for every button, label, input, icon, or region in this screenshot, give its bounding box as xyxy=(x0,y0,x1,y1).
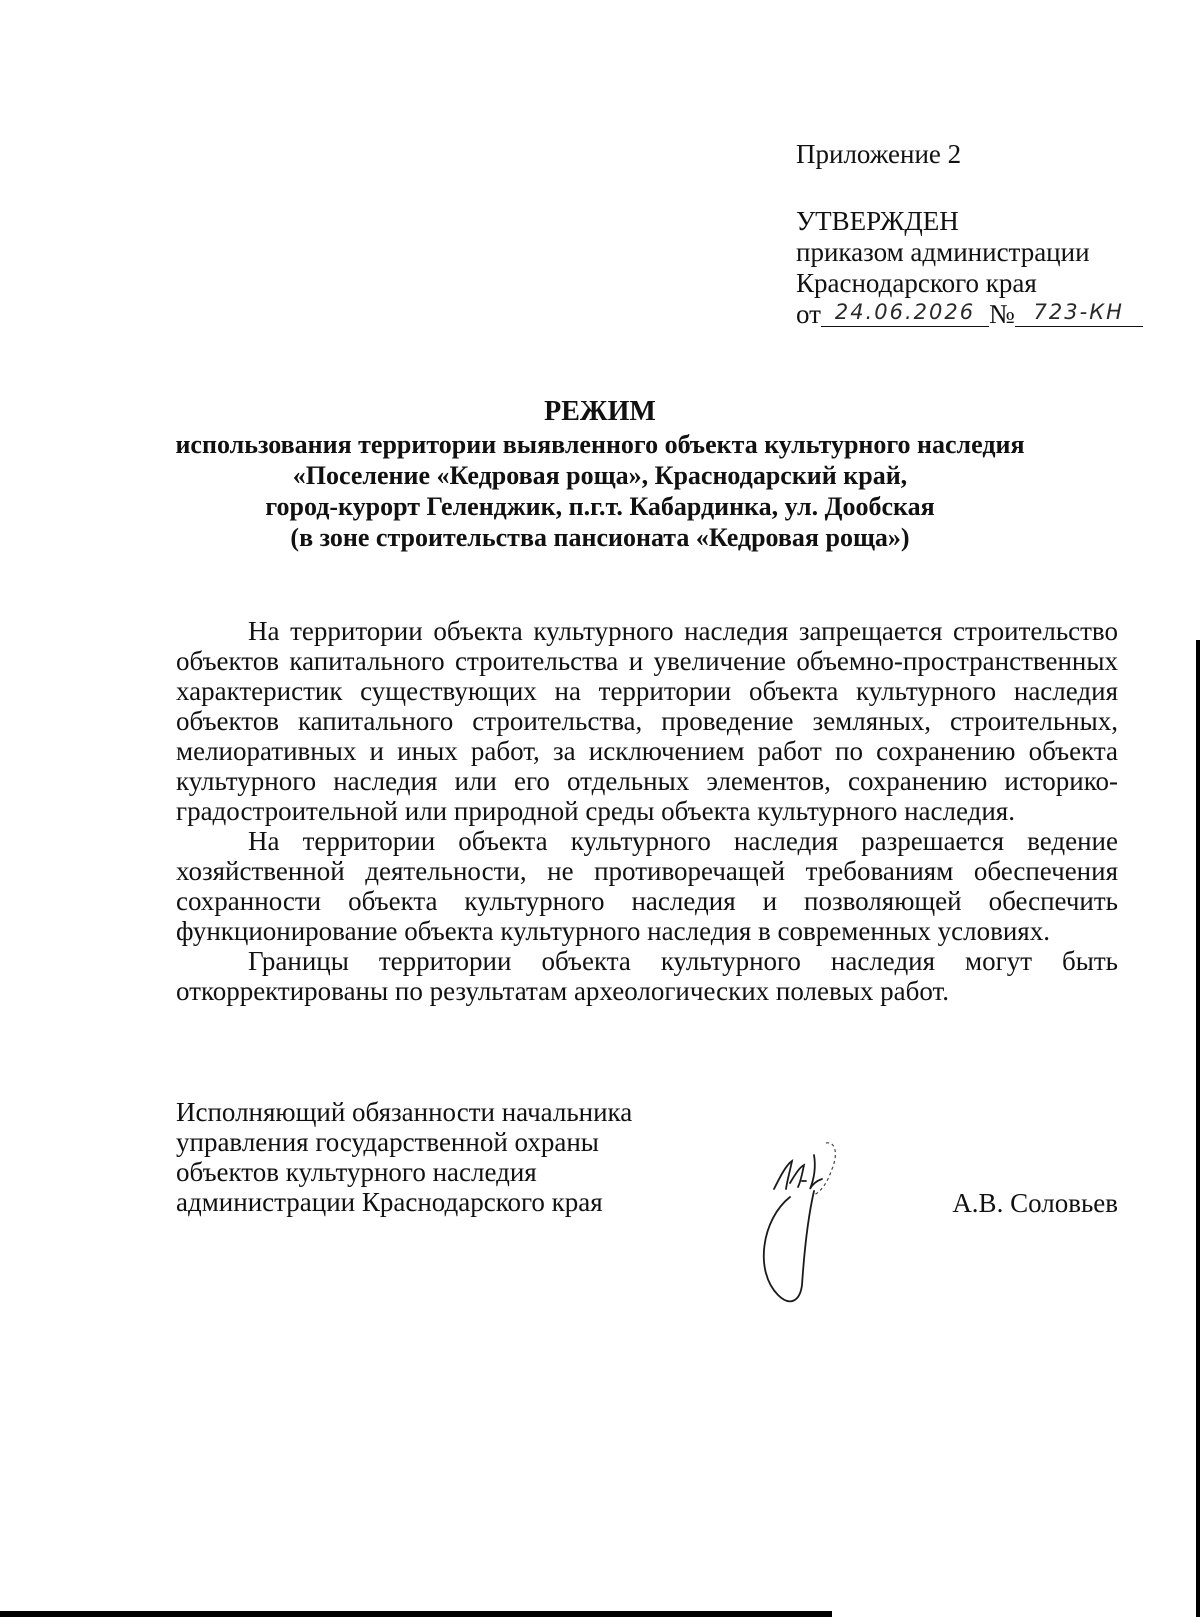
order-reference xyxy=(796,299,1143,330)
order-date: 24.06.2026 xyxy=(821,299,989,327)
signatory-position xyxy=(176,1097,632,1217)
title-line: «Поселение «Кедровая роща», Краснодарский край, xyxy=(292,461,908,490)
body-paragraph: Границы территории объекта культурного наследия могут быть откорректированы по результатам археологических полевых работ. xyxy=(176,946,1118,1006)
from-label: от xyxy=(796,299,821,329)
signatory-position-line: управления государственной охраны xyxy=(176,1127,599,1157)
signatory-name: А.В. Соловьев xyxy=(952,1188,1118,1218)
signatory-position-line: объектов культурного наследия xyxy=(176,1157,537,1187)
approved-heading: УТВЕРЖДЕН xyxy=(796,206,959,236)
title-line: использования территории выявленного объекта культурного наследия xyxy=(175,430,1025,459)
scan-edge-bottom xyxy=(0,1611,832,1617)
signature-icon xyxy=(756,1135,866,1315)
approval-line-2: Краснодарского края xyxy=(796,268,1037,298)
body-paragraph: На территории объекта культурного наследия запрещается строительство объектов капитального строительства и увеличение объемно-пространственных характеристик существующих на территории объекта культурного наследия объектов капитального строительства, проведение земляных, строительных, мелиоративных и иных работ, за исключением работ по сохранению объекта культурного наследия или его отдельных элементов, сохранению историко-градостроительной или природной среды объекта культурного наследия. xyxy=(176,616,1118,826)
annex-label: Приложение 2 xyxy=(796,139,962,169)
scan-edge-right xyxy=(1196,640,1200,1617)
approval-block xyxy=(796,206,1143,330)
title-heading: РЕЖИМ xyxy=(544,396,656,427)
title-line: город-курорт Геленджик, п.г.т. Кабардинка, ул. Дообская xyxy=(265,492,935,521)
approval-line-1: приказом администрации xyxy=(796,237,1090,267)
document-title xyxy=(150,396,1050,553)
body-paragraph: На территории объекта культурного наследия разрешается ведение хозяйственной деятельности, не противоречащей требованиям обеспечения сохранности объекта культурного наследия и позволяющей обеспечить функционирование объекта культурного наследия в современных условиях. xyxy=(176,826,1118,946)
document-body xyxy=(176,616,1118,1006)
order-number: 723-КН xyxy=(1015,299,1143,327)
number-label: № xyxy=(988,299,1015,329)
signatory-position-line: администрации Краснодарского края xyxy=(176,1187,603,1217)
signatory-position-line: Исполняющий обязанности начальника xyxy=(176,1097,633,1127)
title-line: (в зоне строительства пансионата «Кедровая роща») xyxy=(290,523,910,552)
